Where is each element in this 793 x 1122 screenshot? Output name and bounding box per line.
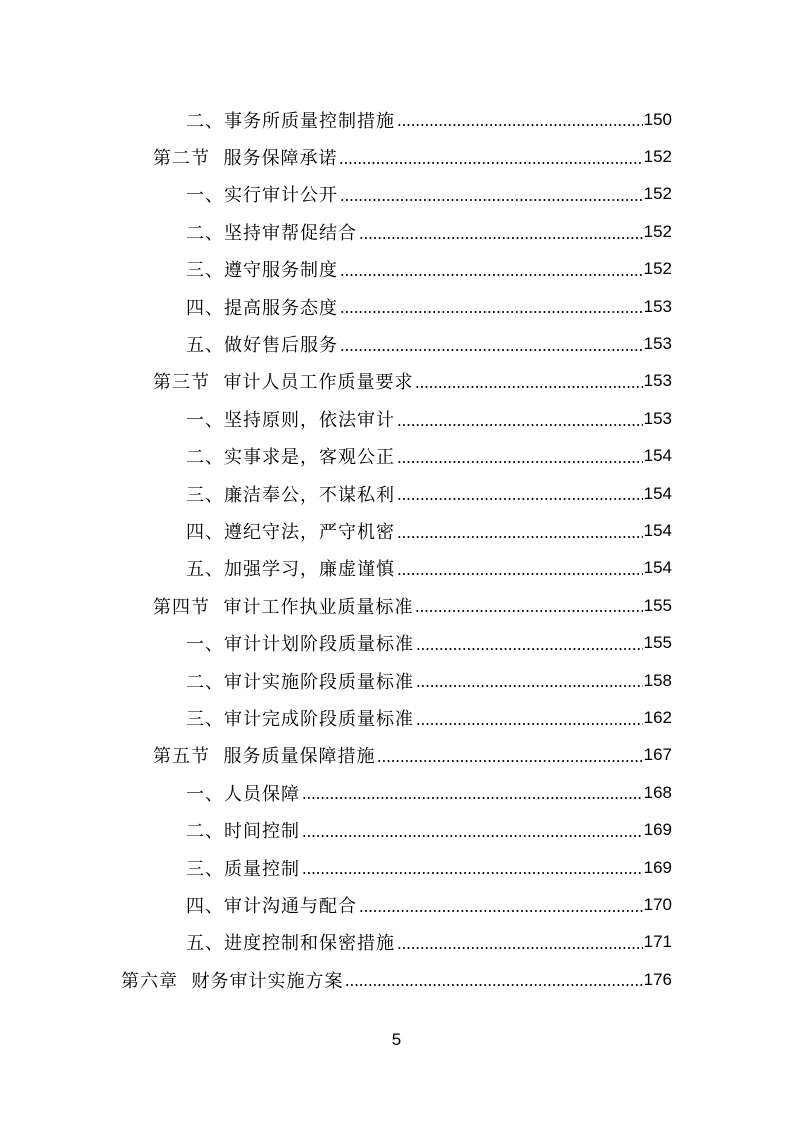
toc-entry[interactable] [0, 138, 793, 175]
toc-entry-page-number: 154 [643, 483, 672, 503]
toc-entry-page-number: 176 [643, 969, 672, 989]
toc-entry[interactable] [0, 176, 793, 213]
toc-entry[interactable] [0, 325, 793, 362]
toc-entry-title: 一、坚持原则，依法审计 [186, 409, 395, 431]
toc-entry-page-number: 152 [643, 221, 672, 241]
toc-entry-page-number: 154 [643, 520, 672, 540]
toc-dot-leader [397, 452, 643, 464]
toc-entry[interactable] [0, 849, 793, 886]
toc-dot-leader [339, 153, 642, 165]
toc-entry[interactable] [0, 811, 793, 848]
toc-entry-page-number: 168 [643, 782, 672, 802]
toc-entry[interactable] [0, 924, 793, 961]
toc-dot-leader [340, 265, 643, 277]
toc-dot-leader [302, 863, 643, 875]
toc-entry-title: 一、人员保障 [186, 783, 300, 805]
toc-entry-page-number: 162 [643, 707, 672, 727]
toc-entry-title: 二、坚持审帮促结合 [186, 222, 357, 244]
toc-entry[interactable] [0, 213, 793, 250]
page-number: 5 [391, 1030, 402, 1049]
toc-entry[interactable] [0, 587, 793, 624]
toc-entry-title: 四、遵纪守法，严守机密 [186, 521, 395, 543]
toc-entry[interactable] [0, 101, 793, 138]
toc-entry-page-number: 155 [643, 595, 672, 615]
toc-entry-page-number: 152 [643, 147, 672, 167]
toc-entry-page-number: 169 [643, 857, 672, 877]
toc-entry-page-number: 171 [643, 932, 672, 952]
toc-entry-page-number: 150 [643, 109, 672, 129]
toc-entry[interactable] [0, 662, 793, 699]
toc-entry-title: 三、审计完成阶段质量标准 [186, 708, 414, 730]
toc-entry-page-number: 167 [643, 745, 672, 765]
toc-entry[interactable] [0, 699, 793, 736]
table-of-contents [0, 101, 793, 998]
toc-entry-title: 第五节 服务质量保障措施 [153, 746, 376, 768]
toc-dot-leader [397, 938, 643, 950]
toc-entry-page-number: 152 [643, 259, 672, 279]
toc-entry[interactable] [0, 624, 793, 661]
toc-dot-leader [397, 489, 643, 501]
toc-entry[interactable] [0, 512, 793, 549]
toc-entry-page-number: 153 [643, 371, 672, 391]
toc-entry-title: 一、实行审计公开 [186, 185, 338, 207]
toc-dot-leader [345, 975, 642, 987]
toc-entry[interactable] [0, 774, 793, 811]
toc-entry-title: 三、质量控制 [186, 858, 300, 880]
toc-dot-leader [340, 302, 643, 314]
toc-entry-title: 四、提高服务态度 [186, 297, 338, 319]
toc-entry-page-number: 152 [643, 184, 672, 204]
toc-dot-leader [397, 415, 643, 427]
toc-dot-leader [340, 340, 643, 352]
toc-dot-leader [377, 751, 642, 763]
toc-entry[interactable] [0, 363, 793, 400]
toc-entry-title: 二、时间控制 [186, 821, 300, 843]
toc-entry[interactable] [0, 438, 793, 475]
toc-entry[interactable] [0, 475, 793, 512]
toc-entry[interactable] [0, 737, 793, 774]
toc-entry-page-number: 154 [643, 558, 672, 578]
toc-entry-title: 第二节 服务保障承诺 [153, 148, 338, 170]
toc-entry-page-number: 170 [643, 894, 672, 914]
toc-entry-page-number: 153 [643, 296, 672, 316]
toc-dot-leader [397, 564, 643, 576]
toc-entry[interactable] [0, 400, 793, 437]
toc-entry-title: 五、进度控制和保密措施 [186, 933, 395, 955]
toc-entry[interactable] [0, 886, 793, 923]
toc-entry-title: 四、审计沟通与配合 [186, 895, 357, 917]
toc-dot-leader [415, 601, 642, 613]
toc-entry-page-number: 169 [643, 820, 672, 840]
toc-entry-title: 三、廉洁奉公，不谋私利 [186, 484, 395, 506]
toc-entry-page-number: 153 [643, 334, 672, 354]
toc-entry-title: 第六章 财务审计实施方案 [121, 970, 344, 992]
toc-dot-leader [416, 676, 643, 688]
toc-entry-title: 二、事务所质量控制措施 [186, 110, 395, 132]
toc-entry-title: 二、实事求是，客观公正 [186, 447, 395, 469]
toc-entry-page-number: 153 [643, 408, 672, 428]
toc-entry-title: 三、遵守服务制度 [186, 260, 338, 282]
toc-dot-leader [397, 527, 643, 539]
toc-entry[interactable] [0, 550, 793, 587]
toc-entry-title: 一、审计计划阶段质量标准 [186, 634, 414, 656]
toc-entry-title: 五、加强学习，廉虚谨慎 [186, 559, 395, 581]
toc-entry-page-number: 155 [643, 633, 672, 653]
toc-dot-leader [397, 115, 643, 127]
toc-dot-leader [302, 826, 643, 838]
toc-entry-title: 二、审计实施阶段质量标准 [186, 671, 414, 693]
toc-dot-leader [340, 190, 643, 202]
toc-dot-leader [416, 639, 643, 651]
toc-entry-title: 五、做好售后服务 [186, 335, 338, 357]
toc-dot-leader [416, 714, 643, 726]
toc-entry-title: 第三节 审计人员工作质量要求 [153, 372, 414, 394]
toc-entry-page-number: 158 [643, 670, 672, 690]
toc-entry[interactable] [0, 288, 793, 325]
toc-dot-leader [359, 228, 643, 240]
toc-dot-leader [359, 901, 643, 913]
toc-dot-leader [302, 788, 643, 800]
toc-dot-leader [415, 377, 642, 389]
toc-entry[interactable] [0, 961, 793, 998]
toc-entry-page-number: 154 [643, 446, 672, 466]
toc-entry[interactable] [0, 251, 793, 288]
toc-entry-title: 第四节 审计工作执业质量标准 [153, 596, 414, 618]
